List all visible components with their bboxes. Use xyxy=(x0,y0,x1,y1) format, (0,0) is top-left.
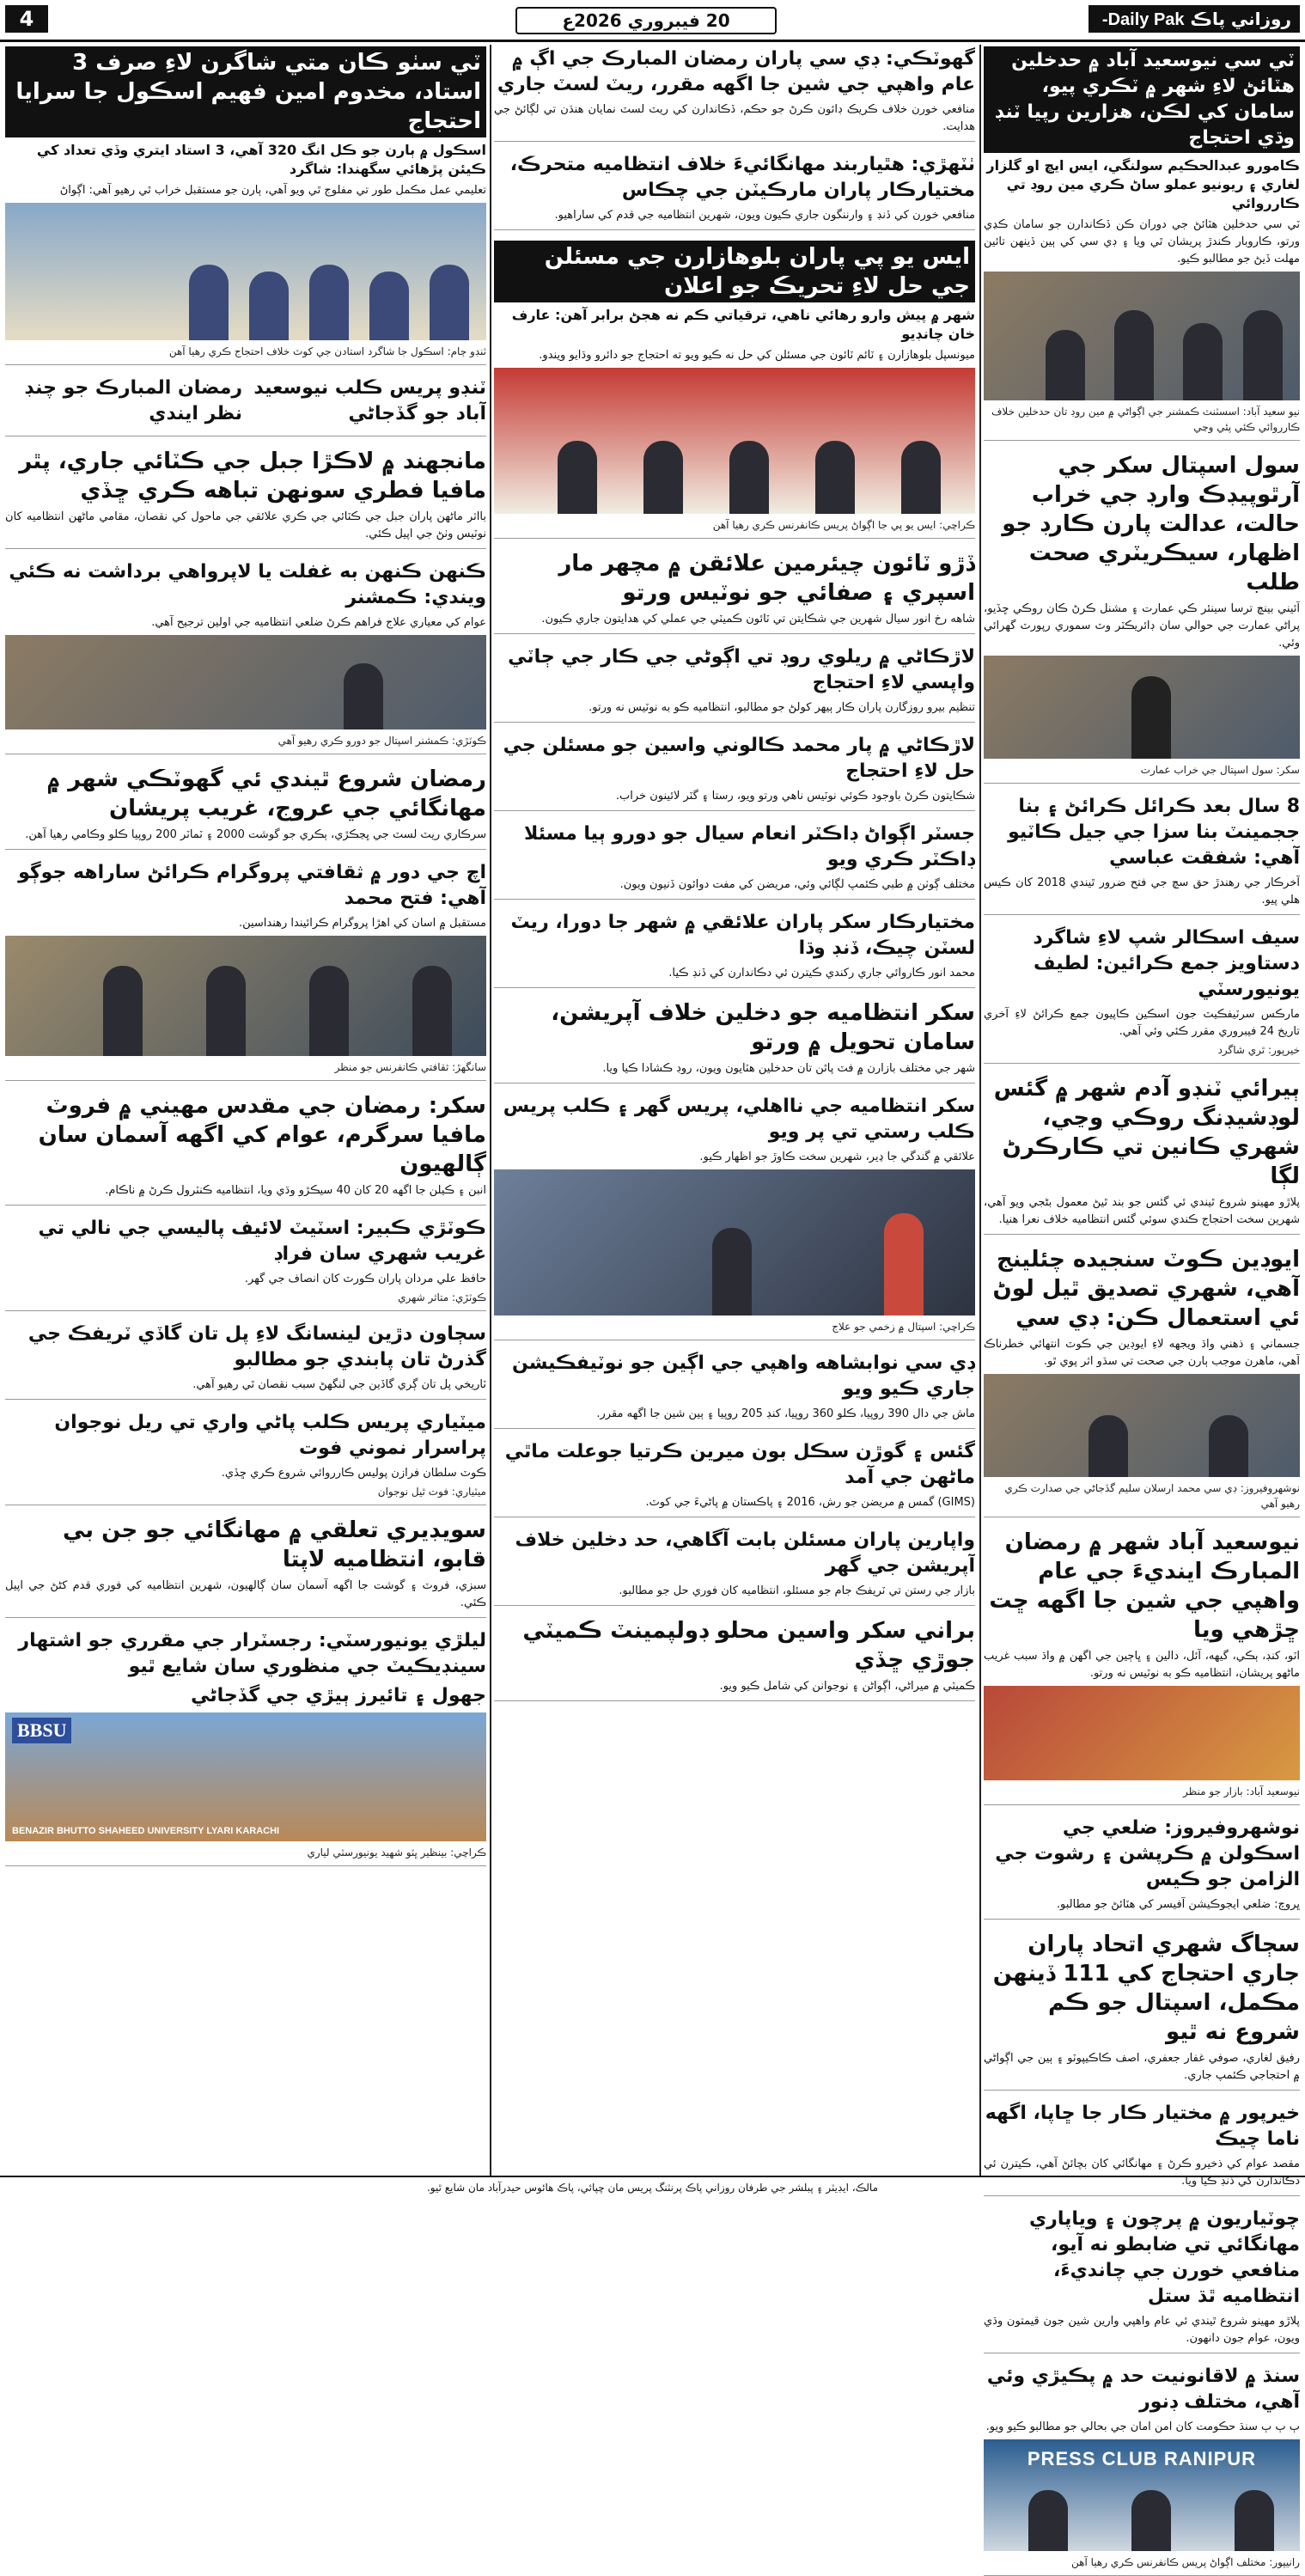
headline: ٻيرائي ٽنڊو آدم شهر ۾ گئس لوڊشيڊنگ روڪي وڃي، شهري ڪانين تي ڪارڪرڻ لڳا xyxy=(993,1076,1300,1189)
photo-caption: ڪراچي: ايس يو پي جا اڳواڻ پريس ڪانفرنس ڪري رهيا آهن xyxy=(712,519,975,531)
article-text: ميونسپل بلوهازارن ۽ ٽائم ٽائون جي مسئلن کي حل نه ڪيو ويو ته احتجاج جو دائرو وڌايو ويندو. xyxy=(539,349,975,362)
article xyxy=(5,1214,486,1311)
headline: ڊي سي نوابشاهه واهپي جي اڳين جو نوٽيفڪيشن جاري ڪيو ويو xyxy=(511,1352,975,1400)
article-text: انبن ۽ ڪيلن جا اگهه 20 کان 40 سيڪڙو وڌي ويا، انتظاميه ڪنٽرول ڪرڻ ۾ ناڪام. xyxy=(105,1184,486,1197)
article xyxy=(984,924,1300,1064)
article xyxy=(494,731,975,811)
issue-date: 20 فيبروري 2026ع xyxy=(515,7,777,34)
headline: ڪوٽڙي ڪبير: اسٽيٽ لائيف پاليسي جي نالي تي غريب شهري سان فراڊ xyxy=(38,1218,486,1265)
photo-caption: ڪوٽڙي: متاثر شهري xyxy=(398,1291,486,1303)
news-photo xyxy=(5,635,486,729)
headline: نوشهروفيروز: ضلعي جي اسڪولن ۾ ڪرپشن ۽ رشوت جي الزامن جو ڪيس xyxy=(995,1817,1300,1890)
column-left xyxy=(5,45,486,2176)
article xyxy=(494,997,975,1084)
article xyxy=(5,1090,486,1206)
article xyxy=(494,820,975,900)
news-photo xyxy=(984,656,1300,759)
headline: جهول ۽ تائيرز ٻيڙي جي گڏجاڻي xyxy=(191,1685,486,1706)
photo-caption: ٽنڊو ڄام: اسڪول جا شاگرد استادن جي کوٽ خلاف احتجاج ڪري رهيا آهن xyxy=(168,345,486,357)
article xyxy=(5,1627,486,1866)
press-club-logo: PRESS CLUB RANIPUR xyxy=(1027,2448,1257,2469)
article-text: پلاڙو مهينو شروع ٿيندي ئي عام واهپي وارين شين جون قيمتون وڌي ويون، عوام جون دانهون. xyxy=(984,2315,1300,2345)
article xyxy=(5,445,486,549)
headline: ڪنهن ڪنهن به غفلت يا لاپرواهي برداشت نه ڪئي ويندي: ڪمشنر xyxy=(9,561,486,608)
article xyxy=(494,1438,975,1517)
article xyxy=(494,908,975,988)
article-text: پلاڙو مهينو شروع ٿيندي ئي گئس جو بند ٿيڻ معمول بڻجي ويو آهي، شهرين سخت احتجاج ڪندي سوئي گئس انتظاميه خلاف نعرا هنيا. xyxy=(984,1196,1300,1226)
article-text: مستقبل ۾ اسان کي اهڙا پروگرام ڪرائيندا رهنداسين. xyxy=(238,917,486,930)
subheadline: اسڪول ۾ ٻارن جو ڪل انگ 320 آهي، 3 استاد ايتري وڏي تعداد کي ڪيئن پڙهائي سگهندا: شاگرد xyxy=(36,142,486,177)
article xyxy=(984,1243,1300,1517)
photo-caption: سانگهڙ: ثقافتي ڪانفرنس جو منظر xyxy=(334,1061,486,1073)
column-middle xyxy=(494,45,975,2176)
article-text: سرڪاري ريٽ لسٽ جي ڀڃڪڙي، ٻڪري جو گوشت 2000 ۽ ٽماٽر 200 روپيا ڪلو وڪامي رهيا آهن. xyxy=(25,828,486,841)
article-text: ڪميٽي ۾ ميراڻي، اڳواڻن ۽ نوجوانن کي شامل ڪيو ويو. xyxy=(719,1680,975,1693)
photo-caption: نيوسعيد آباد: بازار جو منظر xyxy=(1183,1785,1300,1798)
headline: لاڙڪاڻي ۾ پار محمد ڪالوني واسين جو مسئلن جي حل لاءِ احتجاج xyxy=(503,735,975,782)
article-text: شهر جي مختلف بازارن ۾ فٽ پاٿن تان حدخلين هٽايون ويون، روڊ ڪشادا ڪيا ويا. xyxy=(602,1062,975,1075)
headline: خيرپور ۾ مختيار ڪار جا ڇاپا، اگهه ناما چيڪ xyxy=(985,2103,1300,2150)
brand-sindhi: روزاني پاڪ xyxy=(1190,9,1291,29)
headline: 8 سال بعد ڪرائل ڪرائڻ ۽ بنا ججمينٽ بنا سزا جي جيل ڪاٽيو آهي: شفقت عباسي xyxy=(1008,796,1300,869)
article-text: ڀروچ: ضلعي ايجوڪيشن آفيسر کي هٽائڻ جو مطالبو. xyxy=(1056,1898,1300,1911)
article xyxy=(984,1928,1300,2091)
article xyxy=(984,2205,1300,2353)
column-right xyxy=(984,45,1300,2568)
university-logo-subtitle: BENAZIR BHUTTO SHAHEED UNIVERSITY LYARI KARACHI xyxy=(12,1826,280,1836)
photo-caption: خيرپور: ٿري شاگرد xyxy=(1217,1044,1300,1056)
newspaper-brand xyxy=(1089,5,1300,33)
article-text: بازار جي رستن تي ٽريفڪ جام جو مسئلو، انتظاميه کان فوري حل جو مطالبو. xyxy=(619,1584,975,1597)
headline: ٽي سٺو ڪان متي شاگرن لاءِ صرف 3 استاد، مخدوم امين فهيم اسڪول جا سرايا احتجاج xyxy=(5,46,486,137)
photo-caption: نيو سعيد آباد: اسسٽنٽ ڪمشنر جي اڳواڻي ۾ مين روڊ تان حدخلين خلاف ڪارروائي ڪئي پئي وڃي xyxy=(991,406,1300,433)
article-text: علائقي ۾ گندگي جا ڍير، شهرين سخت ڪاوڙ جو اظهار ڪيو. xyxy=(699,1151,975,1163)
headline: سڄاون دڙين لينسانگ لاءِ پل تان گاڏي ٽريفڪ جي گذرڻ تان پابندي جو مطالبو xyxy=(27,1323,486,1370)
news-photo xyxy=(5,203,486,340)
article xyxy=(5,1514,486,1618)
article xyxy=(494,150,975,230)
headline: نيوسعيد آباد شهر ۾ رمضان المبارڪ اينديءَ جي عام واهپي جي شين جا اگهه ڇت ڇڙهي ويا xyxy=(989,1529,1300,1643)
article-text: منافعي خورن خلاف ڪريڪ ڊائون ڪرڻ جو حڪم، ڏڪاندارن کي ريٽ لسٽ نمايان هنڌن تي لڳائڻ جي هدايت. xyxy=(494,103,975,133)
article-text: آئيني بينچ ترسا سينئر ڪي عمارت ۽ مشنل ڪرڻ ڪان روڪي ڇڏيو، پراڻي عمارت جي حوالي سان ڊائريڪٽر وٽ سموري رپورٽ گهرائي وئي. xyxy=(984,602,1300,650)
article xyxy=(984,1814,1300,1920)
brand-english: Daily Pak- xyxy=(1101,10,1185,29)
photo-caption: ڪوٽڙي: ڪمشنر اسپتال جو دورو ڪري رهيو آهي xyxy=(277,735,486,747)
article-text: ٽاريخي پل تان ڳري گاڏين جي لنگهڻ سبب نقصان ٿي رهيو آهي. xyxy=(192,1378,486,1391)
article xyxy=(494,1349,975,1429)
article-text: ٽي سي حدخلين هٽائڻ جي دوران ڪن ڏڪاندارن جو سامان ڪڍي ورتو، ڪاروبار ڪندڙ پريشان ٿي ويا ۽ ڊي سي کي ٻين ڏينهن تائين مهلت ڏيڻ جو مطالبو ڪيو. xyxy=(984,218,1300,266)
headline: براني سکر واسين محلو ڊولپمينٽ ڪميٽي جوڙي ڇڏي xyxy=(522,1618,975,1673)
university-logo: BBSU xyxy=(12,1718,71,1743)
article xyxy=(984,1526,1300,1805)
article xyxy=(984,2362,1300,2576)
headline: ڏڙو ٽائون چيئرمين علائقن ۾ مچهر مار اسپري ۽ صفائي جو نوٽيس ورتو xyxy=(558,551,975,606)
article xyxy=(984,792,1300,915)
news-photo xyxy=(5,936,486,1056)
headline: ٽي سي نيوسعيد آباد ۾ حدخلين هٽائڻ لاءِ شهر ۾ ٽڪري پيو، سامان کي لڪن، هزارين رپيا ٽنڊ وڌي احتجاج xyxy=(984,46,1300,153)
headline: ايس يو پي پاران بلوهازارن جي مسئلن جي حل لاءِ تحريڪ جو اعلان xyxy=(494,241,975,302)
news-photo xyxy=(5,1712,486,1841)
article-text: رفيق لغاري، صوفي غفار جعفري، اصف ڪاڪيپوٽو ۽ ٻين جي اڳواڻي ۾ احتجاجي ڪئمپ جاري. xyxy=(984,2052,1300,2082)
article xyxy=(494,45,975,142)
headline: ميٽياري پريس ڪلب پاڻي واري تي ريل نوجوان پراسرار نموني فوت xyxy=(54,1412,486,1459)
headline: لاڙڪاڻي ۾ ريلوي روڊ تي اڳوڻي جي ڪار جي ڄاٽي واپسي لاءِ احتجاج xyxy=(508,646,975,693)
headline: ليلڙي يونيورسٽي: رجسٽرار جي مقرري جو اشتهار سينڊيڪيٽ جي منظوري سان شايع ٿيو xyxy=(18,1630,486,1677)
column-divider xyxy=(490,45,491,2176)
page-number: 4 xyxy=(5,5,48,33)
article xyxy=(5,858,486,1081)
article-text: بااثر ماڻهن پاران جبل جي ڪٽائي جي ڪري علائقي جي ماحول کي نقصان، مقامي ماڻهن انتظاميه کان نوٽيس وٺڻ جي اپيل ڪئي. xyxy=(5,510,486,540)
headline: ٽنڊو پريس ڪلب نيوسعيد آباد جو گڏجاڻي xyxy=(253,377,486,424)
article-text: اٽو، کنڊ، ٻڪي، گيهه، آئل، دالين ۽ ڀاڄين جي اگهن ۾ واڌ سبب غريب ماڻهو پريشان، انتظاميه ڪو به نوٽيس نه ورتو. xyxy=(984,1650,1300,1680)
article-text: ماش جي دال 390 روپيا، ڪلو 360 روپيا، کنڊ 205 روپيا ۽ ٻين شين جا اگهه مقرر. xyxy=(596,1407,975,1420)
photo-caption: نوشهروفيروز: ڊي سي محمد ارسلان سليم گڏجاڻي جي صدارت ڪري رهيو آهي xyxy=(1004,1482,1300,1510)
headline: سويڊيري تعلقي ۾ مهانگائي جو جن بي قابو، انتظاميه لاپتا xyxy=(62,1517,486,1572)
headline: سڄاگ شهري اتحاد پاران جاري احتجاج کي 111 ڏينهن مڪمل، اسپتال جو ڪم شروع نه ٿيو xyxy=(992,1932,1300,2045)
article-text: سبزي، فروٽ ۽ گوشت جا اگهه آسمان سان ڳالهيون، شهرين انتظاميه کي فوري قدم کڻڻ جي اپيل ڪئي. xyxy=(5,1579,486,1609)
article-text: تنظيم بيرو روزگارن پاران ڪار ٻيهر کولڻ جو مطالبو، انتظاميه ڪو به نوٽيس نه ورتو. xyxy=(588,701,975,714)
headline: سکر انتظاميه جي نااهلي، پريس گهر ۽ ڪلب پريس ڪلب رستي تي پر ويو xyxy=(503,1096,975,1143)
article-text: مارڪس سرٽيفڪيٽ جون اسڪين ڪاپيون جمع ڪرائڻ لاءِ آخري تاريخ 24 فيبروري مقرر ڪئي وئي آهي. xyxy=(984,1008,1300,1038)
article xyxy=(494,547,975,634)
news-photo xyxy=(984,1686,1300,1780)
headline: ايوڊين ڪوٽ سنجيده چئلينج آهي، شهري تصديق ٿيل لوڻ ئي استعمال ڪن: ڊي سي xyxy=(992,1247,1300,1331)
news-photo xyxy=(984,1374,1300,1477)
photo-caption: سکر: سول اسپتال جي خراب عمارت xyxy=(1140,764,1300,776)
article-text: شڪايتون ڪرڻ باوجود ڪوئي نوٽيس ناهي ورتو ويو، رستا ۽ گٽر لائينون خراب. xyxy=(615,790,975,803)
article-text: مختلف ڳوٺن ۾ طبي ڪئمپ لڳائي وئي، مريضن کي مفت دوائون ڏنيون ويون. xyxy=(619,878,975,891)
article-text: منافعي خورن کي ڏنڊ ۽ وارننگون جاري ڪيون ويون، شهرين انتظاميه جي قدم کي ساراهيو. xyxy=(554,209,975,222)
headline: مانجهند ۾ لاڪڙا جبل جي ڪٽائي جاري، پٿر مافيا فطري سونهن تباهه ڪري ڇڏي xyxy=(19,449,486,504)
subheadline: شهر ۾ پيش وارو رهائي ناهي، ترقياتي ڪم نه هجڻ برابر آهن: عارف خان چانڊيو xyxy=(511,307,975,342)
headline: رمضان شروع ٿيندي ئي گهوٽڪي شهر ۾ مهانگائي جي عروج، غريب پريشان xyxy=(46,766,486,821)
article xyxy=(494,1526,975,1606)
headline: ٺٽهڙي: هٿياربند مهانگائيءَ خلاف انتظاميه متحرڪ، مختيارڪار پاران مارڪيٽن جي چڪاس xyxy=(509,154,975,201)
article-text: ڪوٽ سلطان فرازن پوليس ڪارروائي شروع ڪري ڇڏي. xyxy=(221,1467,486,1480)
article-text: محمد انور ڪاروائي جاري رکندي ڪيترن ئي دڪاندارن کي ڏنڊ ڪيا. xyxy=(668,967,975,980)
article-text: جسماني ۽ ذهني واڌ ويجهه لاءِ ايوڊين جي ڪوٽ انتهائي خطرناڪ آهي، ماهرن موجب ٻارن جي صحت تي سڌو اثر پوي ٿو. xyxy=(984,1338,1300,1368)
article xyxy=(494,1615,975,1701)
headline: سيف اسڪالر شپ لاءِ شاگرد دستاويز جمع ڪرائين: لطيف يونيورسٽي xyxy=(1033,927,1300,1000)
headline: سکر انتظاميه جو دخلين خلاف آپريشن، سامان تحويل ۾ ورتو xyxy=(551,1000,975,1055)
article xyxy=(984,45,1300,441)
article xyxy=(494,239,975,539)
news-photo xyxy=(494,1169,975,1315)
article xyxy=(5,558,486,754)
article-text: تعليمي عمل مڪمل طور تي مفلوج ٿي ويو آهي، ٻارن جو مستقبل خراب ٿي رهيو آهي: اڳواڻ xyxy=(59,184,486,197)
article xyxy=(494,1092,975,1340)
article xyxy=(5,45,486,365)
headline: مختيارڪار سکر پاران علائقي ۾ شهر جا دورا، ريٽ لسٽن چيڪ، ڏنڊ وڌا xyxy=(510,912,975,959)
news-photo xyxy=(984,272,1300,400)
headline: سکر: رمضان جي مقدس مهيني ۾ فروٽ مافيا سرگرم، عوام کي اگهه آسمان سان ڳالهيون xyxy=(38,1093,486,1177)
article xyxy=(494,643,975,723)
news-photo xyxy=(494,368,975,514)
photo-caption: ميٽياري: فوت ٿيل نوجوان xyxy=(377,1486,486,1498)
article xyxy=(984,1072,1300,1235)
headline: جسٽر اڳواڻ ڊاڪٽر انعام سيال جو دورو ٻيا مسئلا ڊاڪٽر ڪري ويو xyxy=(524,823,975,870)
photo-caption: رانيپور: مختلف اڳواڻ پريس ڪانفرنس ڪري رهيا آهن xyxy=(1070,2556,1300,2568)
masthead xyxy=(0,0,1305,42)
article-pair xyxy=(5,374,486,436)
photo-caption: ڪراچي: اسپتال ۾ زخمي جو علاج xyxy=(832,1321,975,1333)
photo-caption: ڪراچي: بينظير ڀٽو شهيد يونيورسٽي لياري xyxy=(307,1847,486,1859)
headline: اچ جي دور ۾ ثقافتي پروگرام ڪرائڻ ساراهه جوڳو آهي: فتح محمد xyxy=(18,862,486,909)
headline: سنڌ ۾ لاقانونيت حد ۾ پڪيڙي وئي آهي، مختلف ڊنور xyxy=(986,2365,1300,2413)
news-photo xyxy=(984,2439,1300,2551)
article-text: حافظ علي مردان پاران ڪورٽ کان انصاف جي گهر. xyxy=(244,1273,486,1285)
headline: واپارين پاران مسئلن بابت آگاهي، حد دخلين خلاف آپريشن جي گهر xyxy=(515,1529,975,1577)
headline: چوٽياريون ۾ پرچون ۽ وياپاري مهانگائي تي ضابطو نه آيو، منافعي خورن جي چانديءَ، انتظاميه ٿڌ ستل xyxy=(1029,2208,1300,2307)
article-text: ٻ ٻ ٻ سنڌ حڪومت کان امن امان جي بحالي جو مطالبو ڪيو ويو. xyxy=(985,2420,1300,2433)
article-text: مقصد عوام کي ذخيرو ڪرڻ ۽ مهانگائي کان بچائڻ آهي، ڪيترن ئي دڪاندارن کي ڏنڊ ڪيا ويا. xyxy=(984,2158,1300,2188)
headline: رمضان المبارڪ جو چنڊ نظر ايندي xyxy=(24,377,242,424)
subheadline: ڪامورو عبدالحڪيم سولنگي، ايس ايڇ او گلزار لغاري ۽ ريونيو عملو ساڻ ڪري مين روڊ تي ڪارروائي xyxy=(986,157,1300,211)
article xyxy=(5,763,486,850)
article xyxy=(984,449,1300,784)
article xyxy=(5,1408,486,1505)
headline: سول اسپتال سکر جي آرٿوپيڊڪ وارڊ جي خراب حالت، عدالت پارن ڪارڊ جو اظهار، سيڪريٽري صحت طلب xyxy=(1002,453,1300,595)
column-divider xyxy=(979,45,981,2176)
article-text: (GIMS) گمس ۾ مريضن جو رش، 2016 ۽ پاڪستان ۾ پاڻيءَ جي کوٽ. xyxy=(645,1496,975,1509)
article xyxy=(5,1320,486,1400)
headline: گهوٽڪي: ڊي سي پاران رمضان المبارڪ جي اڳ ۾ عام واهپي جي شين جا اگهه مقرر، ريٽ لسٽ جاري xyxy=(497,48,975,95)
article-text: شاهه رخ انور سيال شهرين جي شڪايتن تي ٽائون ڪميٽي جي عملي کي هدايتون جاري ڪيون. xyxy=(541,613,975,626)
article-text: آخرڪار جي رهندڙ حق سچ جي فتح ضرور ٿيندي 2018 کان ڪيس هلي پيو. xyxy=(984,876,1300,906)
headline: گئس ۽ گوڙن سڪل بون ميرين ڪرتيا جوعلت ماٿي ماڻهن جي آمد xyxy=(504,1441,975,1488)
imprint-footer: مالڪ، ايڊيٽر ۽ پبلشر جي طرفان روزاني پاڪ پرنٽنگ پريس مان ڇپائي، پاڪ هائوس حيدرآباد مان شايع ٿيو. xyxy=(0,2176,1305,2200)
article-text: عوام کي معياري علاج فراهم ڪرڻ ضلعي انتظاميه جي اولين ترجيح آهي. xyxy=(151,616,486,629)
